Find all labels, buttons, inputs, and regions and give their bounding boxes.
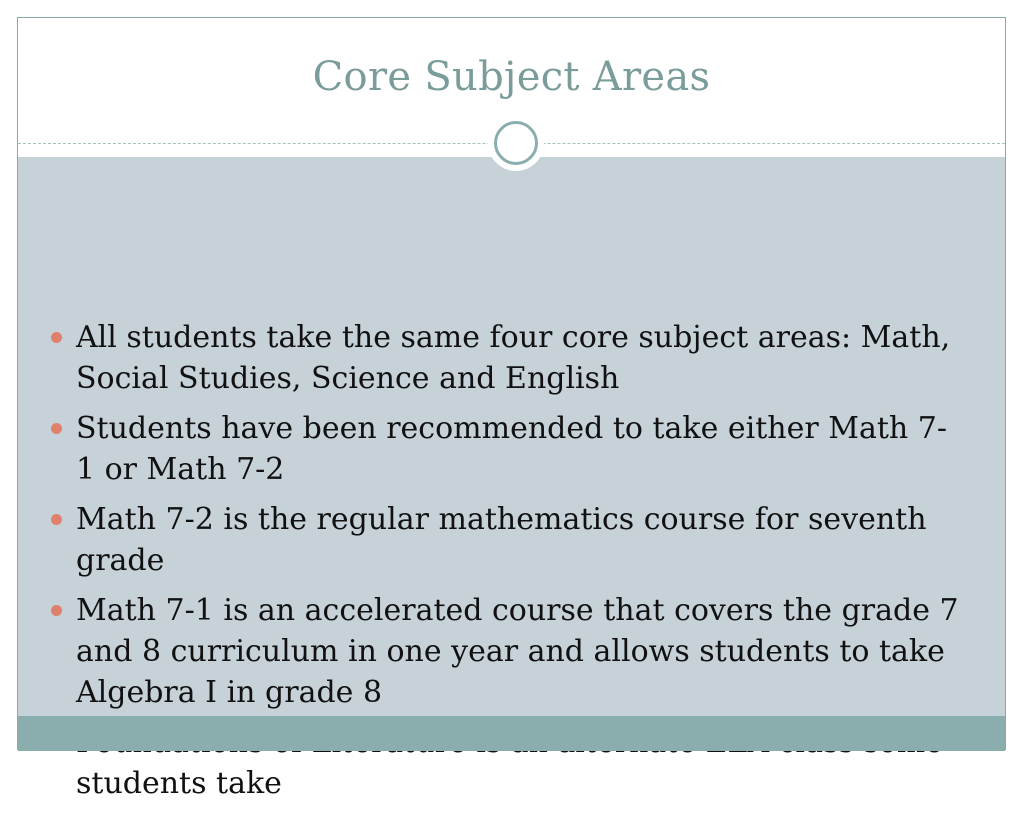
bullet-item xyxy=(51,590,961,713)
footer-band xyxy=(18,716,1005,751)
bullet-dot-icon xyxy=(51,423,62,434)
bullet-item xyxy=(51,499,961,581)
circle-ornament-icon xyxy=(488,115,544,171)
slide-title: Core Subject Areas xyxy=(312,54,711,100)
bullet-item xyxy=(51,317,961,399)
bullet-dot-icon xyxy=(51,332,62,343)
bullet-text: Math 7-2 is the regular mathematics course for seventh grade xyxy=(76,502,927,578)
bullet-text: Math 7-1 is an accelerated course that covers the grade 7 and 8 curriculum in one year and allows students to take Algebra I in grade 8 xyxy=(76,593,959,710)
bullet-dot-icon xyxy=(51,514,62,525)
slide-frame xyxy=(17,17,1006,801)
content-area xyxy=(18,157,1005,801)
bullet-dot-icon xyxy=(51,605,62,616)
bullet-text: Students have been recommended to take either Math 7-1 or Math 7-2 xyxy=(76,411,947,487)
bullet-item xyxy=(51,408,961,490)
bullet-text: All students take the same four core subject areas: Math, Social Studies, Science and English xyxy=(76,320,951,396)
circle-ring-icon xyxy=(494,121,538,165)
bullet-text: students take xyxy=(76,766,282,801)
